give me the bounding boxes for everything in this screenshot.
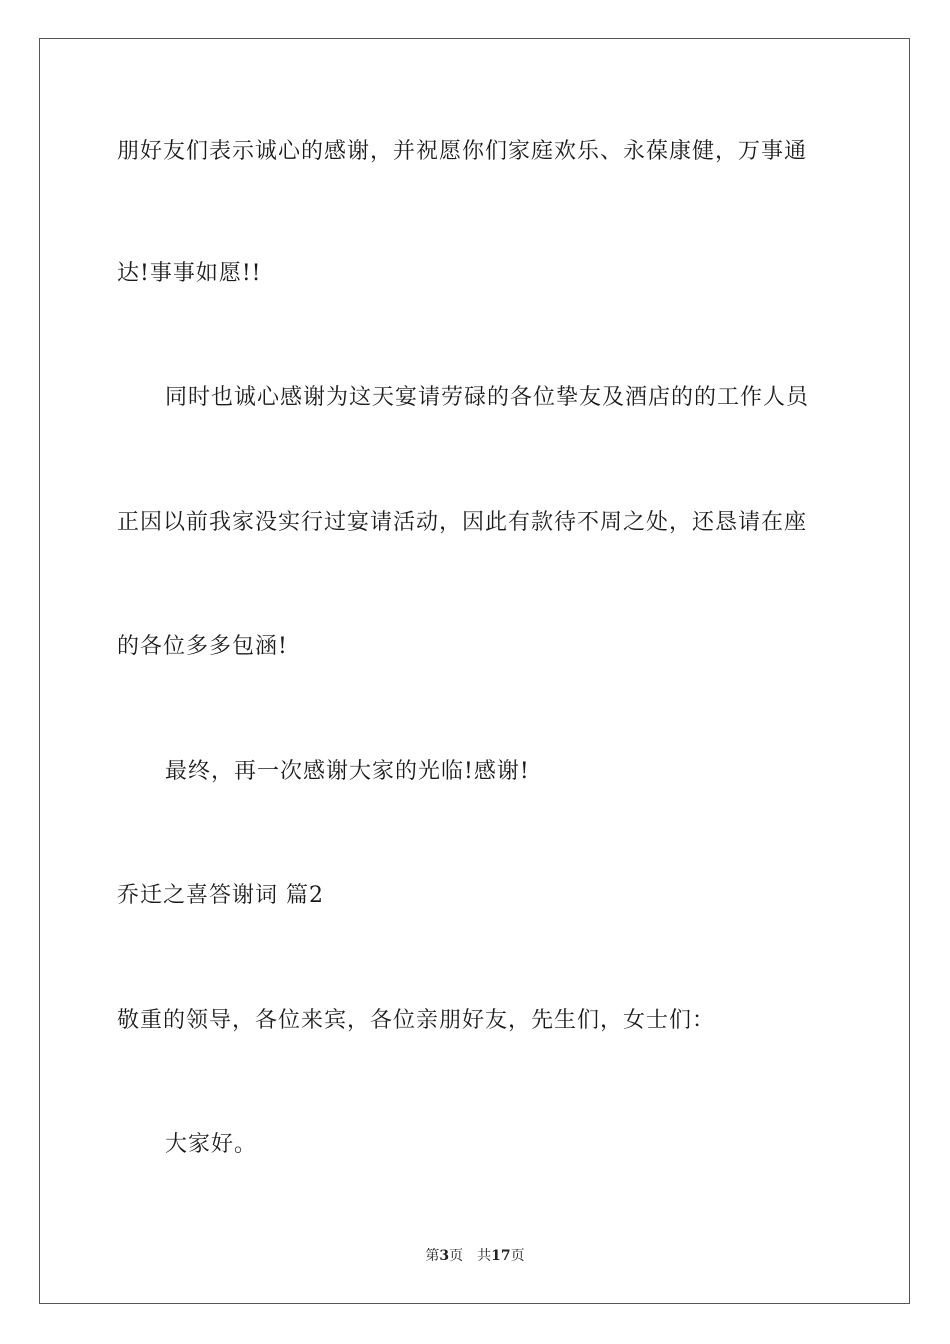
total-prefix: 共: [477, 1248, 492, 1264]
total-suffix: 页: [510, 1248, 525, 1264]
paragraph-line-5: 的各位多多包涵!: [117, 634, 288, 659]
page-number: 3: [439, 1248, 450, 1264]
paragraph-line-6: 最终，再一次感谢大家的光临!感谢!: [165, 759, 530, 784]
paragraph-line-4: 正因以前我家没实行过宴请活动，因此有款待不周之处，还恳请在座: [117, 510, 808, 535]
section-heading: 乔迁之喜答谢词 篇2: [117, 883, 324, 908]
salutation-line: 敬重的领导，各位来宾，各位亲朋好友，先生们，女士们：: [117, 1008, 716, 1033]
page-suffix: 页: [449, 1248, 464, 1264]
page-prefix: 第: [425, 1248, 440, 1264]
paragraph-line-1: 朋好友们表示诚心的感谢，并祝愿你们家庭欢乐、永葆康健，万事通: [117, 139, 808, 164]
paragraph-line-3: 同时也诚心感谢为这天宴请劳碌的各位挚友及酒店的的工作人员: [165, 385, 810, 410]
total-pages: 17: [491, 1248, 511, 1264]
page-footer: [0, 1246, 950, 1266]
paragraph-line-2: 达!事事如愿!!: [117, 261, 262, 286]
greeting-line: 大家好。: [165, 1132, 258, 1157]
page-border: [39, 38, 910, 1304]
